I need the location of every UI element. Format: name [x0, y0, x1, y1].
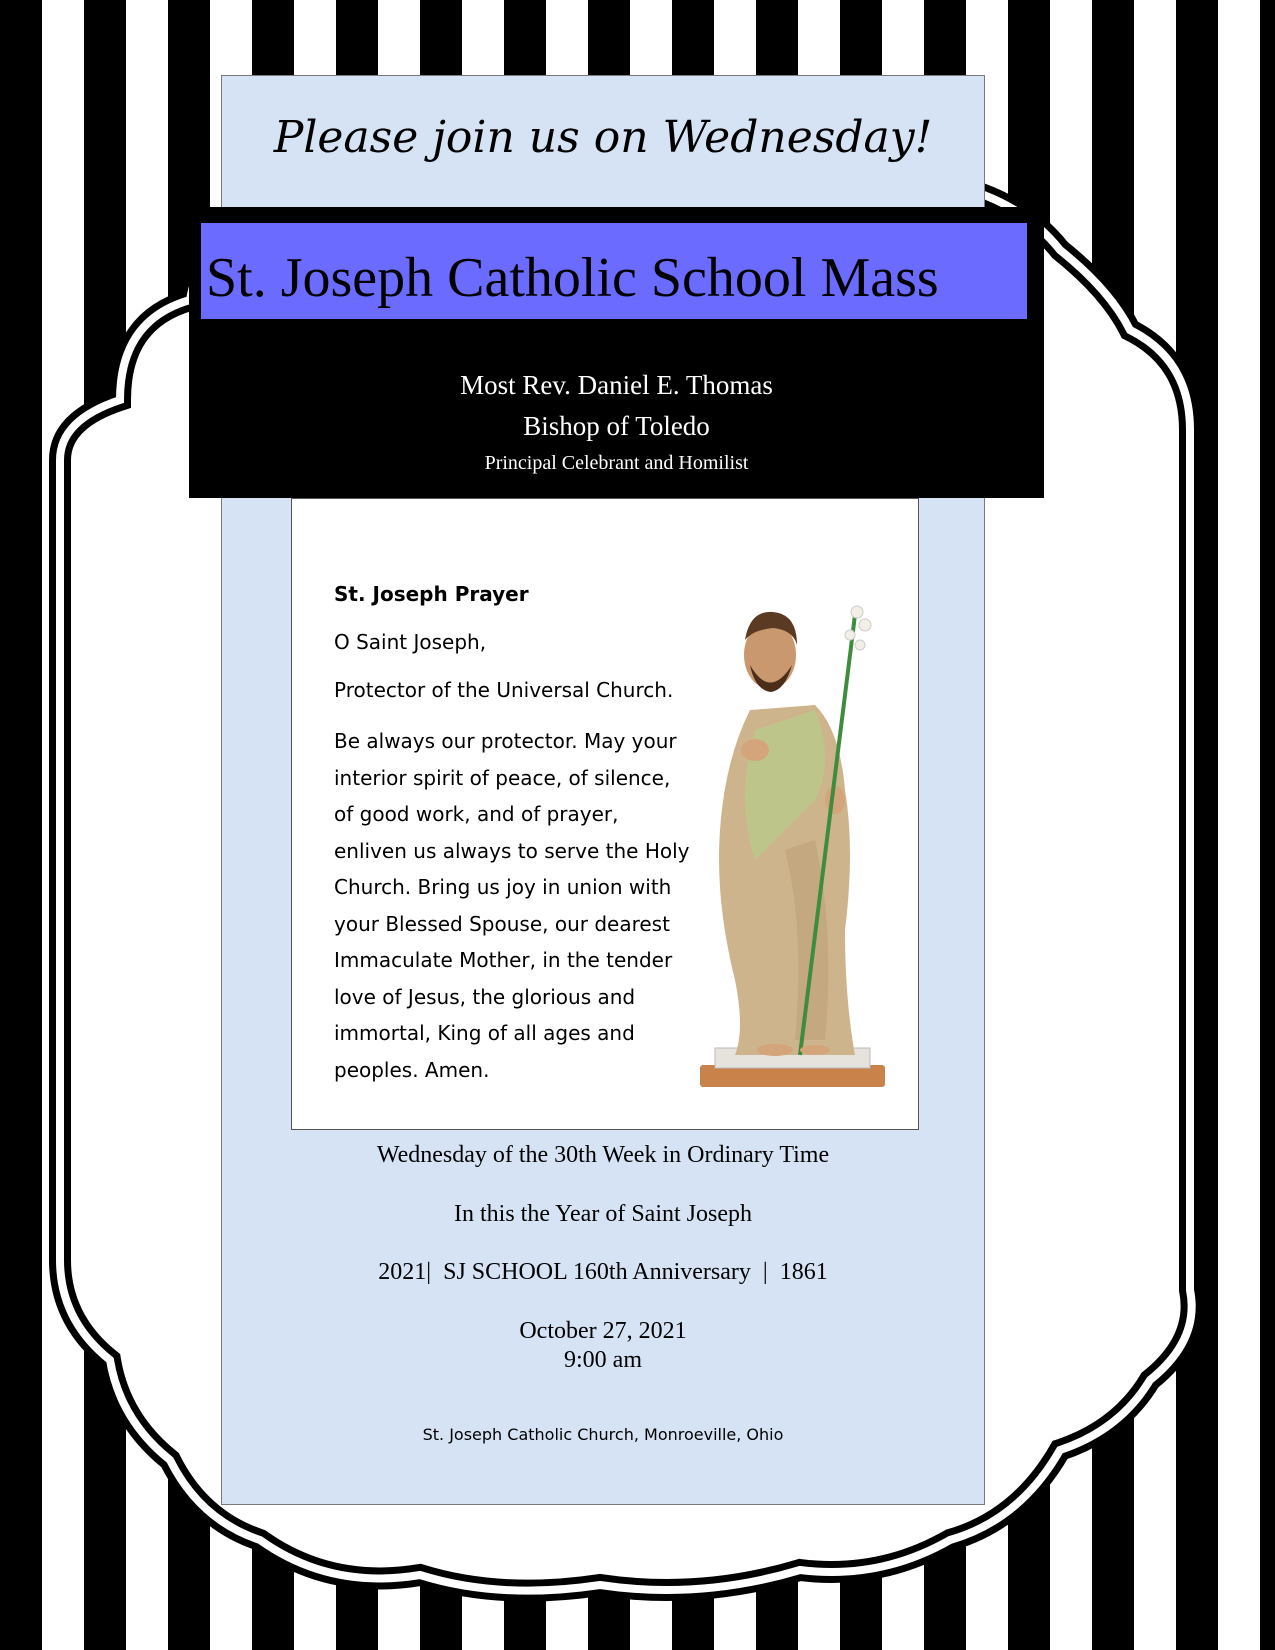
celebrant-title: Bishop of Toledo — [523, 411, 710, 441]
event-time: 9:00 am — [564, 1347, 642, 1373]
celebrant-role: Principal Celebrant and Homilist — [484, 452, 749, 474]
st-joseph-statue-icon — [695, 600, 895, 1090]
anniversary-line: 2021| SJ SCHOOL 160th Anniversary | 1861 — [378, 1259, 828, 1285]
page-title: St. Joseph Catholic School Mass — [206, 247, 939, 309]
prayer-line-2: Protector of the Universal Church. — [334, 678, 674, 702]
year-line: In this the Year of Saint Joseph — [454, 1201, 752, 1227]
prayer-text — [334, 579, 694, 1088]
event-location: St. Joseph Catholic Church, Monroeville, Ohio — [422, 1425, 784, 1444]
prayer-heading: St. Joseph Prayer — [334, 582, 529, 606]
invite-heading: Please join us on Wednesday! — [273, 112, 933, 163]
event-date: October 27, 2021 — [519, 1318, 687, 1344]
prayer-line-1: O Saint Joseph, — [334, 630, 487, 654]
prayer-body: Be always our protector. May your interior spirit of peace, of silence, of good work, and of prayer, enliven us always to serve the Holy Church. Bring us joy in union with your Blessed Spouse, our dearest Immaculate Mother, in the tender love of Jesus, the glorious and immortal, King of all ages and peoples. Amen. — [334, 729, 690, 1082]
celebrant-name: Most Rev. Daniel E. Thomas — [460, 370, 773, 400]
week-line: Wednesday of the 30th Week in Ordinary Time — [376, 1142, 830, 1168]
celebrant-block — [189, 365, 1044, 477]
